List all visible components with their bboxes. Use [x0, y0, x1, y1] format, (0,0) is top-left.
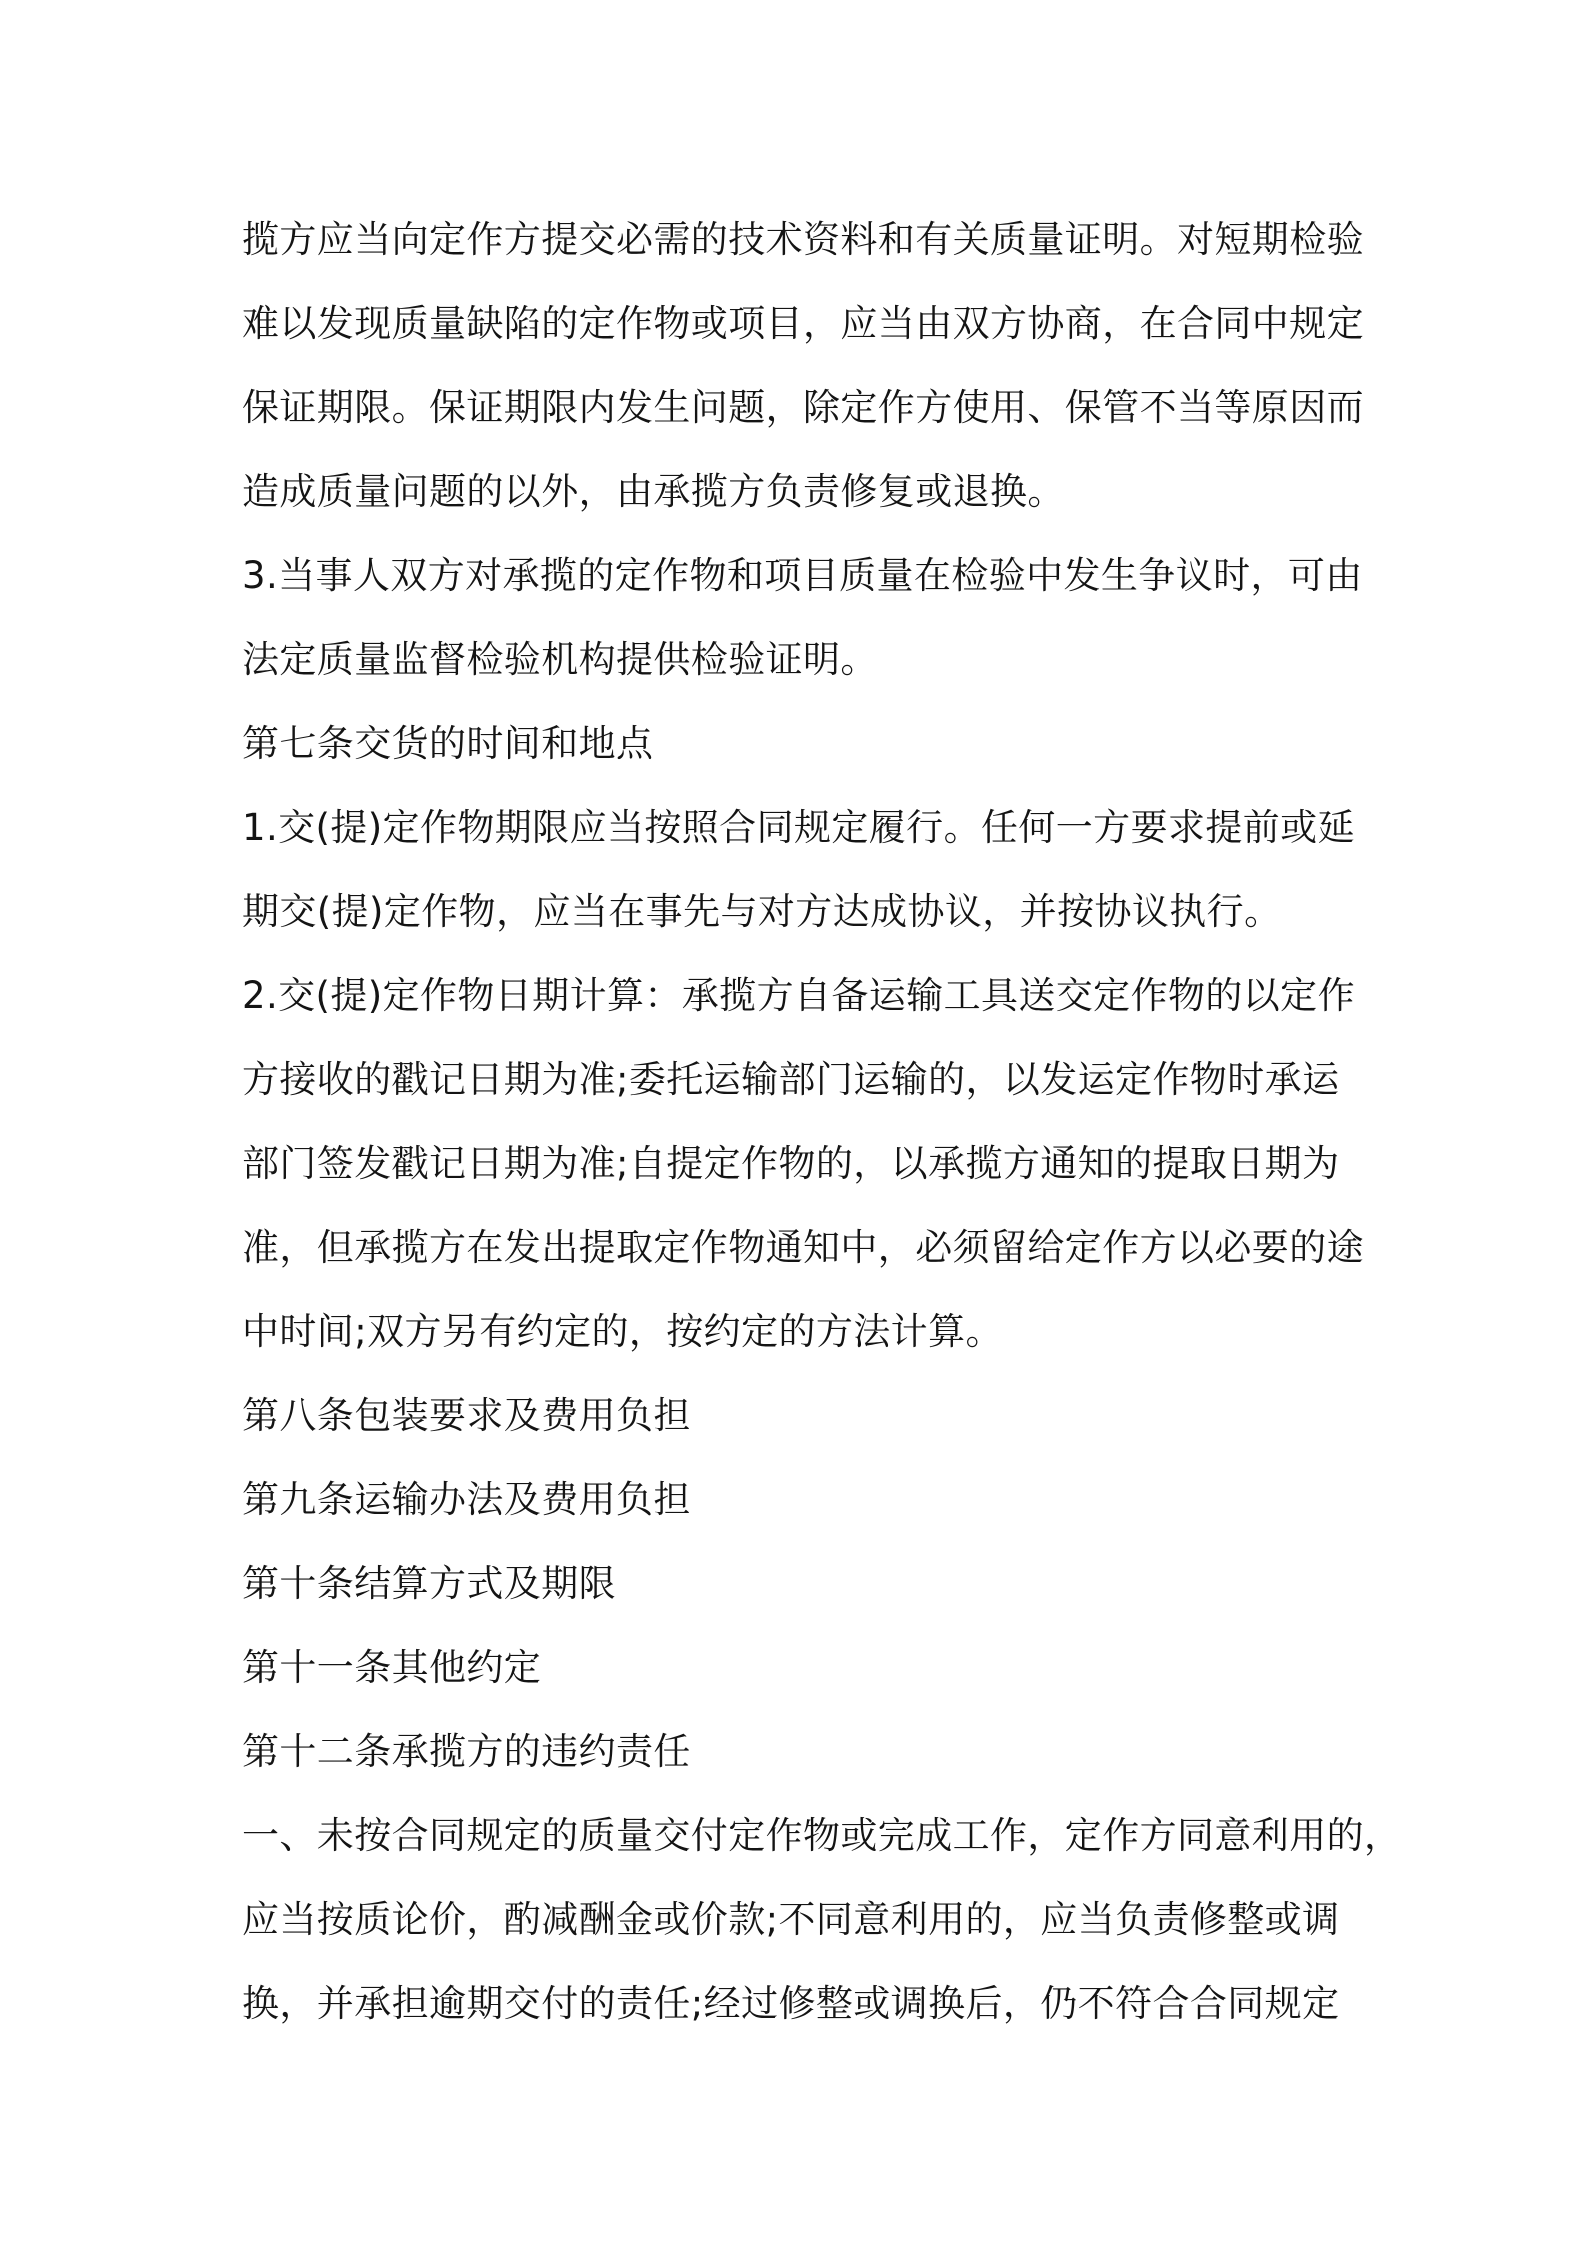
section-heading: 第十一条其他约定	[242, 1646, 542, 1689]
text-line: 保证期限。保证期限内发生问题，除定作方使用、保管不当等原因而	[242, 386, 1364, 429]
text-line: 换，并承担逾期交付的责任;经过修整或调换后，仍不符合合同规定	[242, 1982, 1340, 2025]
text-line: 一、未按合同规定的质量交付定作物或完成工作，定作方同意利用的，	[242, 1814, 1402, 1857]
text-line: 应当按质论价，酌减酬金或价款;不同意利用的，应当负责修整或调	[242, 1898, 1340, 1941]
text-line: 部门签发戳记日期为准;自提定作物的，以承揽方通知的提取日期为	[242, 1142, 1340, 1185]
document-page	[242, 198, 1402, 2046]
text-line: 难以发现质量缺陷的定作物或项目，应当由双方协商，在合同中规定	[242, 302, 1364, 345]
section-heading: 第九条运输办法及费用负担	[242, 1478, 691, 1521]
text-line: 法定质量监督检验机构提供检验证明。	[242, 638, 878, 681]
section-heading: 第八条包装要求及费用负担	[242, 1394, 691, 1437]
text-line: 揽方应当向定作方提交必需的技术资料和有关质量证明。对短期检验	[242, 218, 1364, 261]
text-line: 准，但承揽方在发出提取定作物通知中，必须留给定作方以必要的途	[242, 1226, 1364, 1269]
text-line: 2.交(提)定作物日期计算：承揽方自备运输工具送交定作物的以定作	[242, 974, 1355, 1017]
text-line: 3.当事人双方对承揽的定作物和项目质量在检验中发生争议时，可由	[242, 554, 1363, 597]
text-line: 造成质量问题的以外，由承揽方负责修复或退换。	[242, 470, 1065, 513]
section-heading: 第十条结算方式及期限	[242, 1562, 616, 1605]
text-line: 1.交(提)定作物期限应当按照合同规定履行。任何一方要求提前或延	[242, 806, 1355, 849]
text-line: 中时间;双方另有约定的，按约定的方法计算。	[242, 1310, 1003, 1353]
text-line: 期交(提)定作物，应当在事先与对方达成协议，并按协议执行。	[242, 890, 1282, 933]
section-heading: 第七条交货的时间和地点	[242, 722, 654, 765]
text-line: 方接收的戳记日期为准;委托运输部门运输的，以发运定作物时承运	[242, 1058, 1340, 1101]
section-heading: 第十二条承揽方的违约责任	[242, 1730, 691, 1773]
